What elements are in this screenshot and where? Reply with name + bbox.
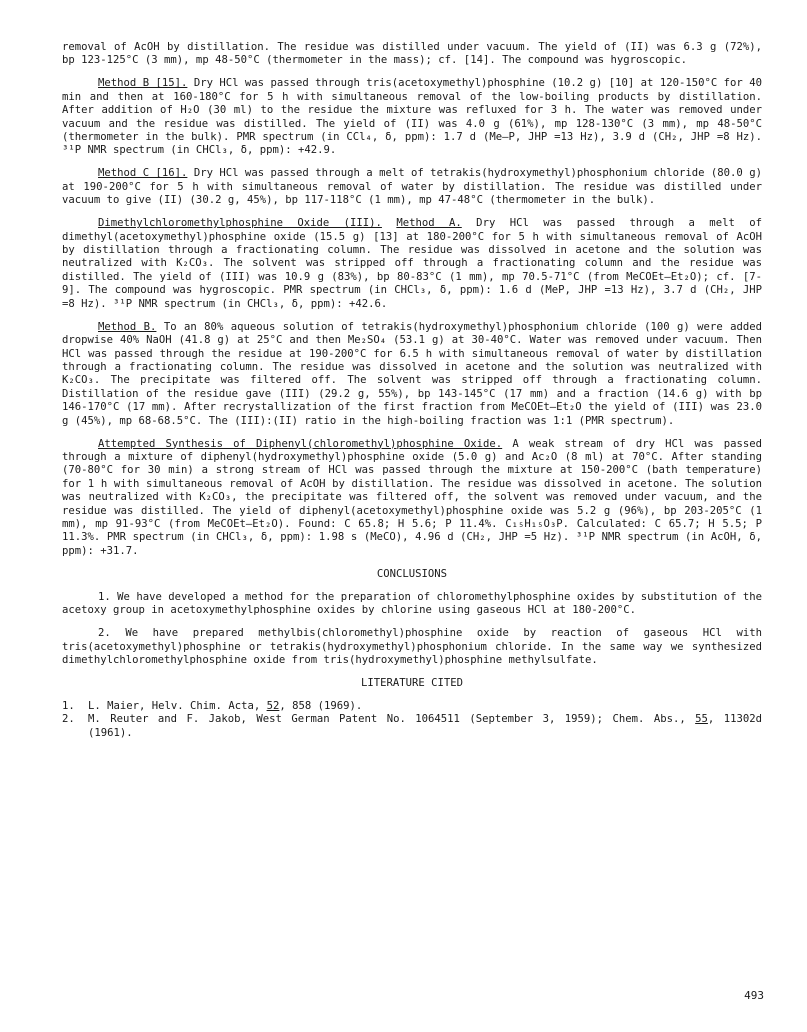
text-diphenyl: A weak stream of dry HCl was passed through a mixture of diphenyl(hydroxymethyl)phosphine oxide (5.0 g) and Ac₂O (8 ml) at 70°C. After standing (70-80°C for 30 min) a strong stream of HCl was passed through the mixture at 150-200°C (bath temperature) for 1 h with simultaneous removal of AcOH by distillation. The residue was dissolved in acetone. The solution was neutralized with K₂CO₃, the precipitate was filtered off, the solvent was removed under vacuum, and the residue was distilled. The yield of diphenyl(acetoxymethyl)phosphine oxide was 5.2 g (96%), bp 203-205°C (1 mm), mp 91-93°C (from MeCOEt—Et₂O). Found: C 65.8; H 5.6; P 11.4%. C₁₅H₁₅O₃P. Calculated: C 65.7; H 5.5; P 11.3%. PMR spectrum (in CHCl₃, δ, ppm): 1.98 s (MeCO), 4.96 d (CH₂, JHP =5 Hz). ³¹P NMR spectrum (in AcOH, δ, ppm): +31.7. — [62, 437, 762, 557]
text-method-b-iii: To an 80% aqueous solution of tetrakis(hydroxymethyl)phosphonium chloride (100 g) were added dropwise 40% NaOH (41.8 g) at 25°C and then Me₂SO₄ (53.1 g) at 30-40°C. Water was removed under vacuum. Then HCl was passed through the residue at 190-200°C for 6.5 h with simultaneous removal of water by distillation through a fractionating column. The residue was dissolved in acetone and the solution was neutralized with K₂CO₃. The precipitate was filtered off. The solvent was stripped off through a fractionating column. Distillation of the residue gave (III) (29.2 g, 55%), bp 143-145°C (17 mm) and a fraction (14.6 g) with bp 146-170°C (17 mm). After recrystallization of the first fraction from MeCOEt—Et₂O the yield of (III) was 23.0 g (45%), mp 68-68.5°C. The (III):(II) ratio in the high-boiling fraction was 1:1 (PMR spectrum). — [62, 320, 762, 427]
heading-method-a: Method A. — [396, 217, 462, 230]
reference-number: 1. — [62, 700, 75, 712]
heading-method-b-iii: Method B. — [98, 320, 157, 333]
heading-compound-iii: Dimethylchloromethylphosphine Oxide (III). — [98, 217, 382, 230]
reference-authors: L. Maier, Helv. Chim. Acta, — [88, 700, 267, 712]
reference-item — [62, 700, 762, 713]
paragraph-method-b-iii — [62, 321, 762, 428]
reference-pages: , 858 (1969). — [279, 700, 363, 712]
text-compound-iii: Dry HCl was passed through a melt of dimethyl(acetoxymethyl)phosphine oxide (15.5 g) [13] at 180-200°C for 5 h with simultaneous removal of AcOH by distillation through a fractionating column. The residue was dissolved in acetone and the solution was neutralized with K₂CO₃. The solvent was stripped off through a fractionating column and the residue was distilled. The yield of (III) was 10.9 g (83%), bp 80-83°C (1 mm), mp 70.5-71°C (from MeCOEt—Et₂O); cf. [7-9]. The compound was hygroscopic. PMR spectrum (in CHCl₃, δ, ppm): 1.6 d (MeP, JHP =13 Hz), 3.7 d (CH₂, JHP =8 Hz). ³¹P NMR spectrum (in CHCl₃, δ, ppm): +42.6. — [62, 217, 762, 310]
paragraph-diphenyl — [62, 438, 762, 559]
heading-diphenyl: Attempted Synthesis of Diphenyl(chloromethyl)phosphine Oxide. — [98, 437, 503, 450]
reference-number: 2. — [62, 713, 75, 726]
conclusions-title: CONCLUSIONS — [376, 567, 448, 580]
document-page — [62, 41, 762, 740]
conclusion-item-2: 2. We have prepared methylbis(chloromethyl)phosphine oxide by reaction of gaseous HCl with tris(acetoxymethyl)phosphine or tetrakis(hydroxymethyl)phosphonium chloride. In the same way we synthesized dimethylchloromethylphosphine oxide from tris(hydroxymethyl)phosphine methylsulfate. — [62, 627, 762, 666]
paragraph-compound-iii — [62, 217, 762, 311]
reference-authors: M. Reuter and F. Jakob, West German Patent No. 1064511 (September 3, 1959); Chem. Abs., — [88, 713, 696, 726]
heading-method-b-15: Method B [15]. — [98, 77, 188, 90]
page-number: 493 — [744, 989, 764, 1002]
reference-pages: , 11302d (1961). — [88, 713, 763, 739]
heading-method-c-16: Method C [16]. — [98, 167, 188, 180]
paragraph-method-c-16 — [62, 167, 762, 207]
text-method-b-15: Dry HCl was passed through tris(acetoxymethyl)phosphine (10.2 g) [10] at 120-150°C for 40 min and then at 160-180°C for 5 h with simultaneous removal of the low-boiling products by distillation. After addition of H₂O (30 ml) to the residue the mixture was refluxed for 3 h. The water was removed under vacuum and the residue was distilled. The yield of (II) was 4.0 g (61%), mp 128-130°C (3 mm), mp 48-50°C (thermometer in the bulk). PMR spectrum (in CCl₄, δ, ppm): 1.7 d (Me—P, JHP =13 Hz), 3.9 d (CH₂, JHP =8 Hz). ³¹P NMR spectrum (in CHCl₃, δ, ppm): +42.9. — [62, 77, 762, 157]
reference-item — [62, 713, 762, 740]
text-method-c-16: Dry HCl was passed through a melt of tetrakis(hydroxymethyl)phosphonium chloride (80.0 g) at 190-200°C for 5 h with simultaneous removal of water by distillation. The residue was distilled under vacuum to give (II) (30.2 g, 45%), bp 117-118°C (1 mm), mp 47-48°C (thermometer in the bulk). — [62, 167, 762, 207]
reference-volume: 52 — [266, 700, 280, 712]
paragraph-method-b-15 — [62, 77, 762, 157]
paragraph-intro: removal of AcOH by distillation. The residue was distilled under vacuum. The yield of (II) was 6.3 g (72%), bp 123-125°C (3 mm), mp 48-50°C (thermometer in the mass); cf. [14]. The compound was hygroscopic. — [62, 41, 762, 67]
literature-title: LITERATURE CITED — [360, 677, 464, 689]
conclusion-item-1: 1. We have developed a method for the preparation of chloromethylphosphine oxides by substitution of the acetoxy group in acetoxymethylphosphine oxides by chlorine using gaseous HCl at 180-200°C. — [62, 590, 762, 617]
reference-text — [88, 713, 762, 740]
reference-volume: 55 — [695, 713, 708, 726]
reference-text — [88, 700, 762, 713]
